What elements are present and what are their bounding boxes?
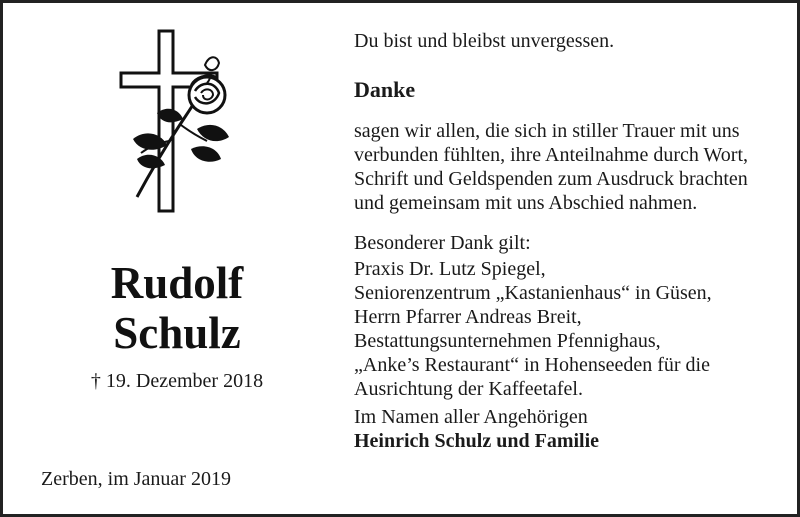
closing-line: Im Namen aller Angehörigen: [354, 406, 588, 428]
special-thanks-line: „Anke’s Restaurant“ in Hohenseeden für die: [354, 354, 710, 376]
death-date: † 19. Dezember 2018: [90, 370, 264, 392]
thanks-paragraph: [354, 119, 774, 215]
cross-with-rose-icon: [111, 21, 241, 221]
thanks-line: Schrift und Geldspenden zum Ausdruck brachten: [354, 168, 748, 190]
family-signature: Heinrich Schulz und Familie: [354, 430, 600, 452]
special-thanks-line: Ausrichtung der Kaffeetafel.: [354, 378, 583, 400]
special-thanks-list: [354, 257, 774, 401]
thanks-heading: Danke: [354, 77, 416, 102]
opening-line: Du bist und bleibst unvergessen.: [354, 30, 615, 52]
special-thanks-line: Seniorenzentrum „Kastanienhaus“ in Güsen,: [354, 282, 712, 304]
thanks-line: und gemeinsam mit uns Abschied nahmen.: [354, 192, 698, 214]
thanks-line: verbunden fühlten, ihre Anteilnahme durch Wort,: [354, 144, 749, 166]
first-name: Rudolf: [110, 258, 244, 308]
thanks-line: sagen wir allen, die sich in stiller Trauer mit uns: [354, 120, 740, 142]
special-thanks-line: Bestattungsunternehmen Pfennighaus,: [354, 330, 661, 352]
special-thanks-line: Praxis Dr. Lutz Spiegel,: [354, 258, 546, 280]
special-thanks-heading: Besonderer Dank gilt:: [354, 232, 531, 254]
place-and-date: Zerben, im Januar 2019: [41, 468, 231, 490]
special-thanks-line: Herrn Pfarrer Andreas Breit,: [354, 306, 582, 328]
last-name: Schulz: [113, 308, 241, 358]
